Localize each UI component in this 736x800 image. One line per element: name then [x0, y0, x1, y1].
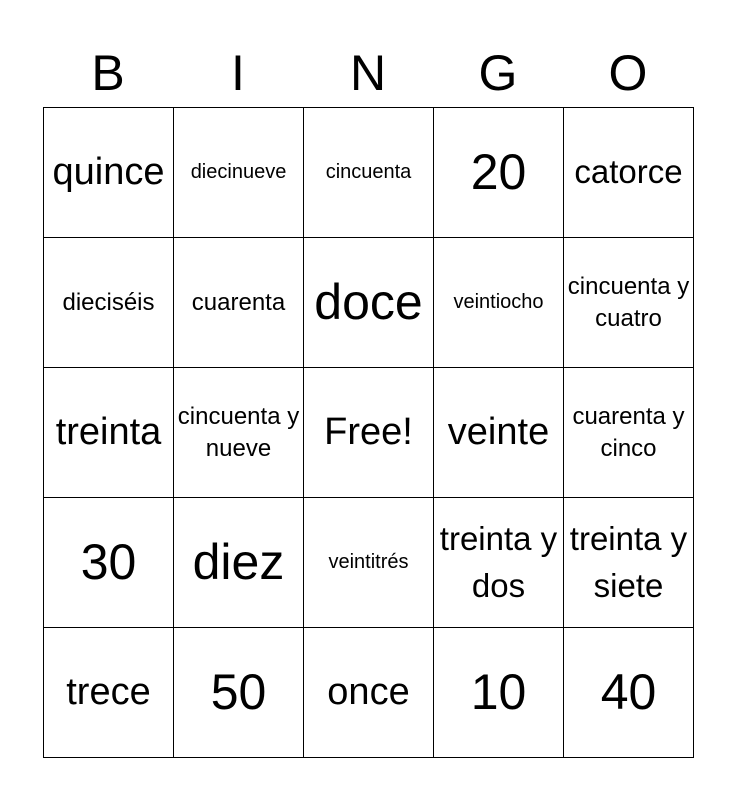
cell-text: diecinueve: [190, 161, 287, 183]
bingo-cell-r3c4[interactable]: [434, 368, 564, 498]
bingo-cell-r4c2[interactable]: [174, 498, 304, 628]
cell-text: veintiocho: [453, 291, 544, 313]
bingo-cell-r3c2[interactable]: [174, 368, 304, 498]
bingo-board: [43, 107, 694, 758]
cell-text: treinta y dos: [439, 520, 558, 604]
cell-text: dieciséis: [62, 288, 155, 316]
bingo-cell-r1c4[interactable]: [434, 108, 564, 238]
cell-text: veinte: [447, 410, 550, 453]
bingo-cell-r2c3[interactable]: [304, 238, 434, 368]
bingo-cell-r1c2[interactable]: [174, 108, 304, 238]
bingo-cell-free[interactable]: [304, 368, 434, 498]
cell-text: 20: [470, 143, 527, 200]
header-letter-n: N: [349, 45, 387, 101]
cell-text: trece: [66, 670, 151, 713]
cell-text: doce: [314, 273, 423, 330]
bingo-cell-r4c4[interactable]: [434, 498, 564, 628]
cell-text: cuarenta: [191, 288, 286, 316]
cell-text: cincuenta: [325, 161, 412, 183]
bingo-cell-r4c5[interactable]: [564, 498, 694, 628]
bingo-cell-r5c4[interactable]: [434, 628, 564, 758]
bingo-cell-r5c2[interactable]: [174, 628, 304, 758]
cell-text: 40: [600, 663, 657, 720]
bingo-cell-r5c3[interactable]: [304, 628, 434, 758]
bingo-header: [43, 42, 693, 104]
bingo-cell-r4c1[interactable]: [44, 498, 174, 628]
cell-text: cuarenta y cinco: [572, 403, 685, 462]
bingo-cell-r1c1[interactable]: [44, 108, 174, 238]
cell-text: cincuenta y nueve: [177, 403, 300, 462]
cell-text: cincuenta y cuatro: [567, 273, 690, 332]
cell-text: treinta: [55, 410, 162, 453]
bingo-cell-r4c3[interactable]: [304, 498, 434, 628]
header-letter-g: G: [478, 45, 518, 101]
bingo-cell-r2c1[interactable]: [44, 238, 174, 368]
cell-text: 30: [80, 533, 137, 590]
bingo-cell-r1c5[interactable]: [564, 108, 694, 238]
bingo-cell-r2c5[interactable]: [564, 238, 694, 368]
header-letter-o: O: [608, 45, 648, 101]
cell-text: diez: [192, 533, 285, 590]
bingo-cell-r5c1[interactable]: [44, 628, 174, 758]
cell-text: 10: [470, 663, 527, 720]
cell-text: once: [327, 670, 410, 713]
header-letter-i: I: [231, 45, 245, 101]
bingo-cell-r3c1[interactable]: [44, 368, 174, 498]
cell-text: treinta y siete: [569, 520, 688, 604]
bingo-cell-r1c3[interactable]: [304, 108, 434, 238]
bingo-cell-r2c2[interactable]: [174, 238, 304, 368]
cell-text: quince: [52, 150, 165, 193]
header-letter-b: B: [91, 45, 125, 101]
cell-text: Free!: [324, 410, 413, 453]
bingo-cell-r2c4[interactable]: [434, 238, 564, 368]
bingo-cell-r5c5[interactable]: [564, 628, 694, 758]
bingo-cell-r3c5[interactable]: [564, 368, 694, 498]
cell-text: catorce: [574, 153, 683, 191]
cell-text: veintitrés: [328, 551, 409, 573]
cell-text: 50: [210, 663, 267, 720]
